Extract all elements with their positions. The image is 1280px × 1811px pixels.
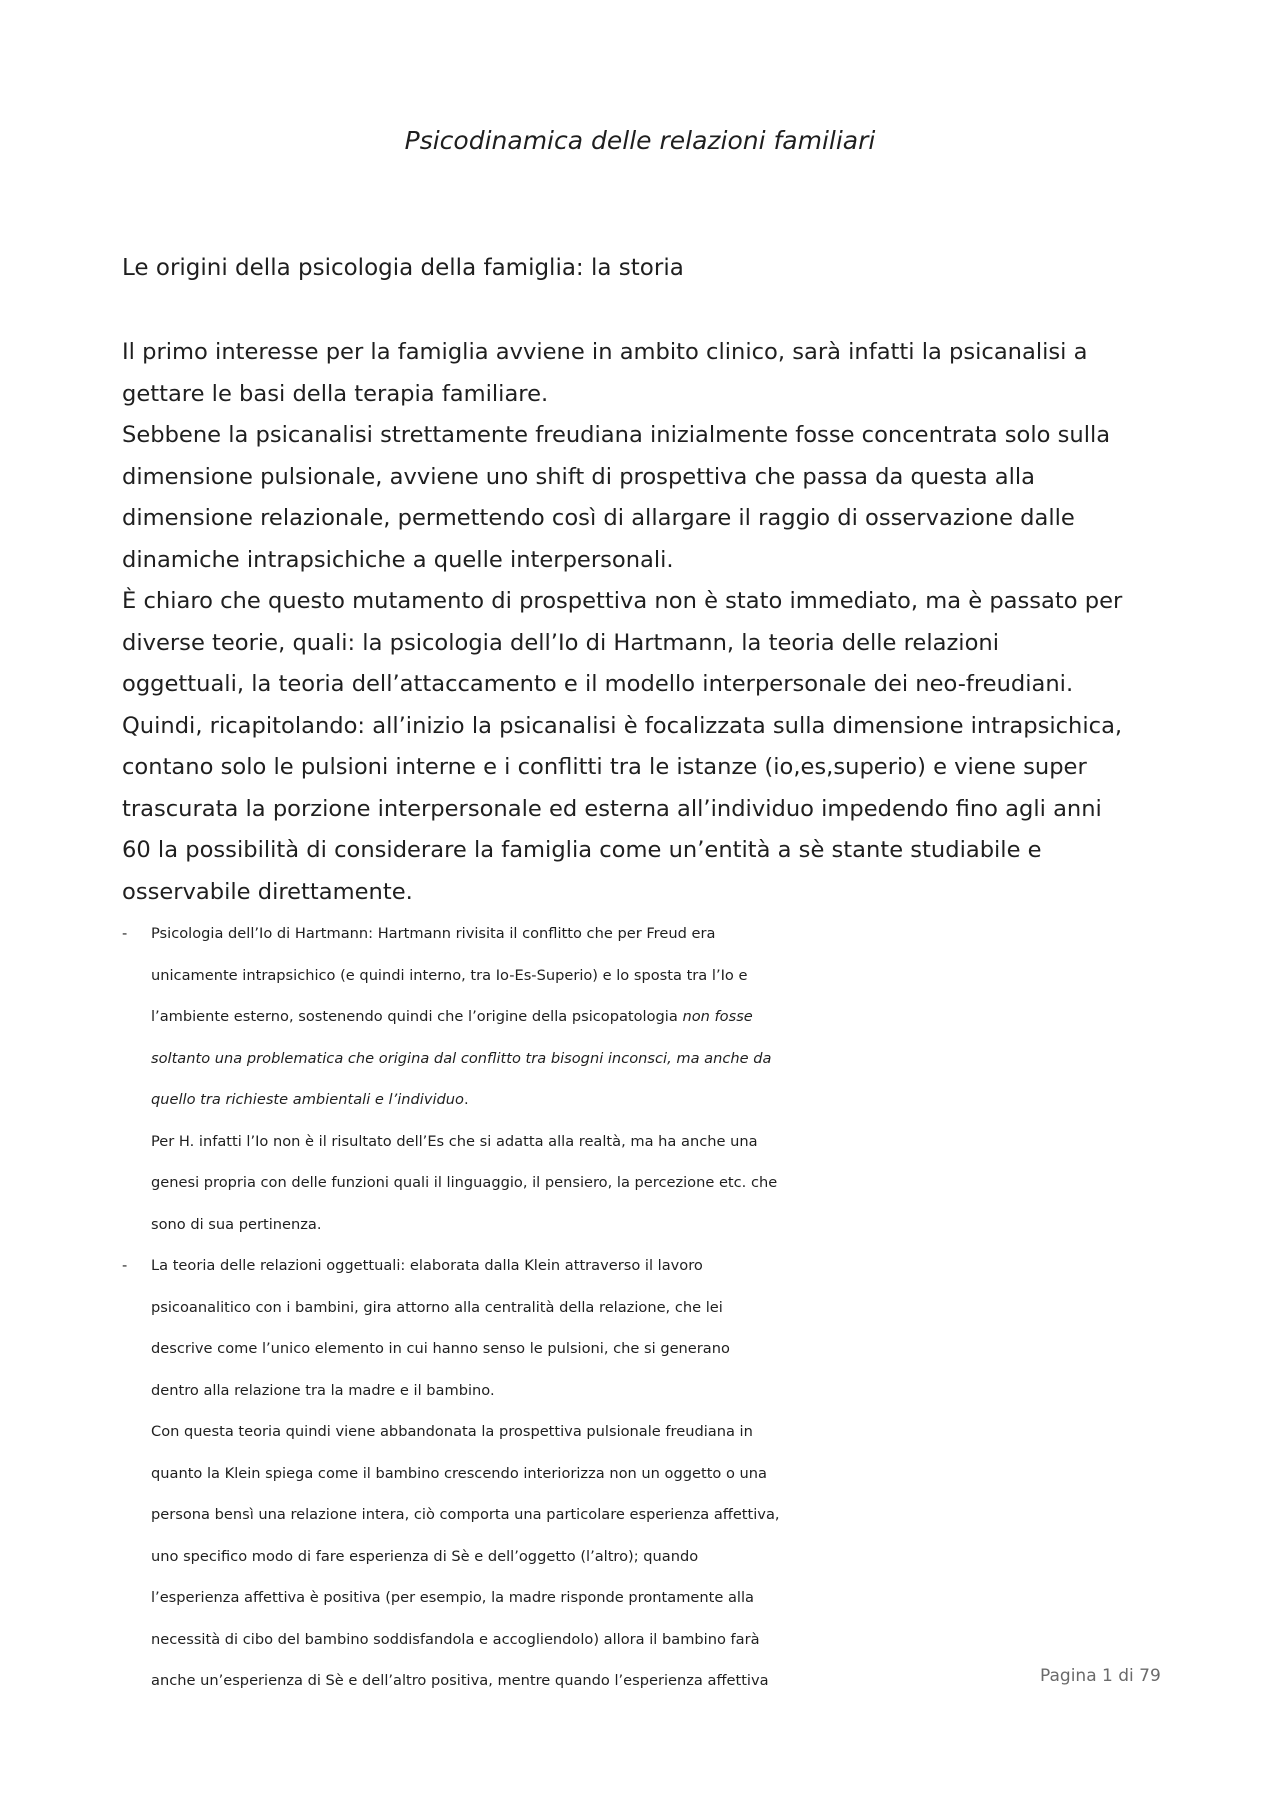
bullet-dash: - — [122, 925, 128, 942]
italic-text-span: quello tra richieste ambientali e l’individuo — [151, 1091, 464, 1108]
text-line: 60 la possibilità di considerare la famiglia come un’entità a sè stante studiabile e — [122, 837, 1042, 863]
intro-paragraph — [122, 332, 1182, 913]
text-line: Psicologia dell’Io di Hartmann: Hartmann rivisita il conflitto che per Freud era — [151, 925, 716, 942]
text-line: trascurata la porzione interpersonale ed esterna all’individuo impedendo fino agli anni — [122, 795, 1102, 822]
italic-text-span: non fosse — [682, 1008, 753, 1025]
bullet-item-object-relations — [122, 1245, 1182, 1702]
section-heading: Le origini della psicologia della famiglia: la storia — [122, 255, 684, 281]
text-line: persona bensì una relazione intera, ciò comporta una particolare esperienza affettiva, — [151, 1506, 780, 1523]
bullet-line — [122, 1245, 1182, 1287]
text-line: dimensione pulsionale, avviene uno shift di prospettiva che passa da questa alla — [122, 463, 1035, 490]
text-line: dentro alla relazione tra la madre e il bambino. — [151, 1381, 495, 1399]
text-line: oggettuali, la teoria dell’attaccamento e il modello interpersonale dei neo-freudiani. — [122, 671, 1074, 697]
text-span: l’ambiente esterno, sostenendo quindi che l’origine della psicopatologia — [151, 1008, 683, 1025]
bullet-item-hartmann — [122, 913, 1182, 1245]
text-line: contano solo le pulsioni interne e i conflitti tra le istanze (io,es,superio) e viene super — [122, 754, 1087, 780]
bullet-dash: - — [122, 1257, 128, 1274]
text-line: Per H. infatti l’Io non è il risultato dell’Es che si adatta alla realtà, ma ha anche una — [151, 1132, 758, 1150]
text-line: dinamiche intrapsichiche a quelle interpersonali. — [122, 546, 674, 573]
document-title: Psicodinamica delle relazioni familiari — [404, 126, 876, 155]
text-line: Sebbene la psicanalisi strettamente freudiana inizialmente fosse concentrata solo sulla — [122, 422, 1111, 448]
text-line: psicoanalitico con i bambini, gira attorno alla centralità della relazione, che lei — [151, 1298, 723, 1316]
text-line: osservabile direttamente. — [122, 878, 413, 905]
text-span: . — [463, 1091, 469, 1108]
text-line: È chiaro che questo mutamento di prospettiva non è stato immediato, ma è passato per — [122, 588, 1123, 614]
text-line: uno specifico modo di fare esperienza di Sè e dell’oggetto (l’altro); quando — [151, 1547, 699, 1565]
text-line: dimensione relazionale, permettendo così di allargare il raggio di osservazione dalle — [122, 505, 1075, 531]
bullet-line — [122, 913, 1182, 955]
document-body — [122, 332, 1182, 1702]
text-line: La teoria delle relazioni oggettuali: elaborata dalla Klein attraverso il lavoro — [151, 1257, 703, 1274]
text-line: gettare le basi della terapia familiare. — [122, 380, 549, 407]
text-line: genesi propria con delle funzioni quali il linguaggio, il pensiero, la percezione etc. che — [151, 1174, 778, 1191]
text-line: anche un’esperienza di Sè e dell’altro positiva, mentre quando l’esperienza affettiva — [151, 1672, 769, 1689]
text-line: unicamente intrapsichico (e quindi interno, tra Io-Es-Superio) e lo sposta tra l’Io e — [151, 966, 748, 984]
page-number: Pagina 1 di 79 — [1040, 1666, 1161, 1686]
text-line: necessità di cibo del bambino soddisfandola e accogliendolo) allora il bambino farà — [151, 1630, 760, 1648]
text-line: diverse teorie, quali: la psicologia dell’Io di Hartmann, la teoria delle relazioni — [122, 629, 1000, 656]
italic-text-line: soltanto una problematica che origina dal conflitto tra bisogni inconsci, ma anche da — [151, 1049, 772, 1067]
text-line: descrive come l’unico elemento in cui hanno senso le pulsioni, che si generano — [151, 1340, 730, 1357]
bullet-line — [122, 1079, 1182, 1121]
bullet-line — [122, 996, 1182, 1038]
text-line: l’esperienza affettiva è positiva (per esempio, la madre risponde prontamente alla — [151, 1589, 754, 1606]
text-line: quanto la Klein spiega come il bambino crescendo interiorizza non un oggetto o una — [151, 1464, 767, 1482]
text-line: Il primo interesse per la famiglia avviene in ambito clinico, sarà infatti la psicanalisi a — [122, 339, 1088, 365]
text-line: sono di sua pertinenza. — [151, 1215, 322, 1233]
text-line: Quindi, ricapitolando: all’inizio la psicanalisi è focalizzata sulla dimensione intrapsichica, — [122, 712, 1123, 739]
text-line: Con questa teoria quindi viene abbandonata la prospettiva pulsionale freudiana in — [151, 1423, 753, 1440]
